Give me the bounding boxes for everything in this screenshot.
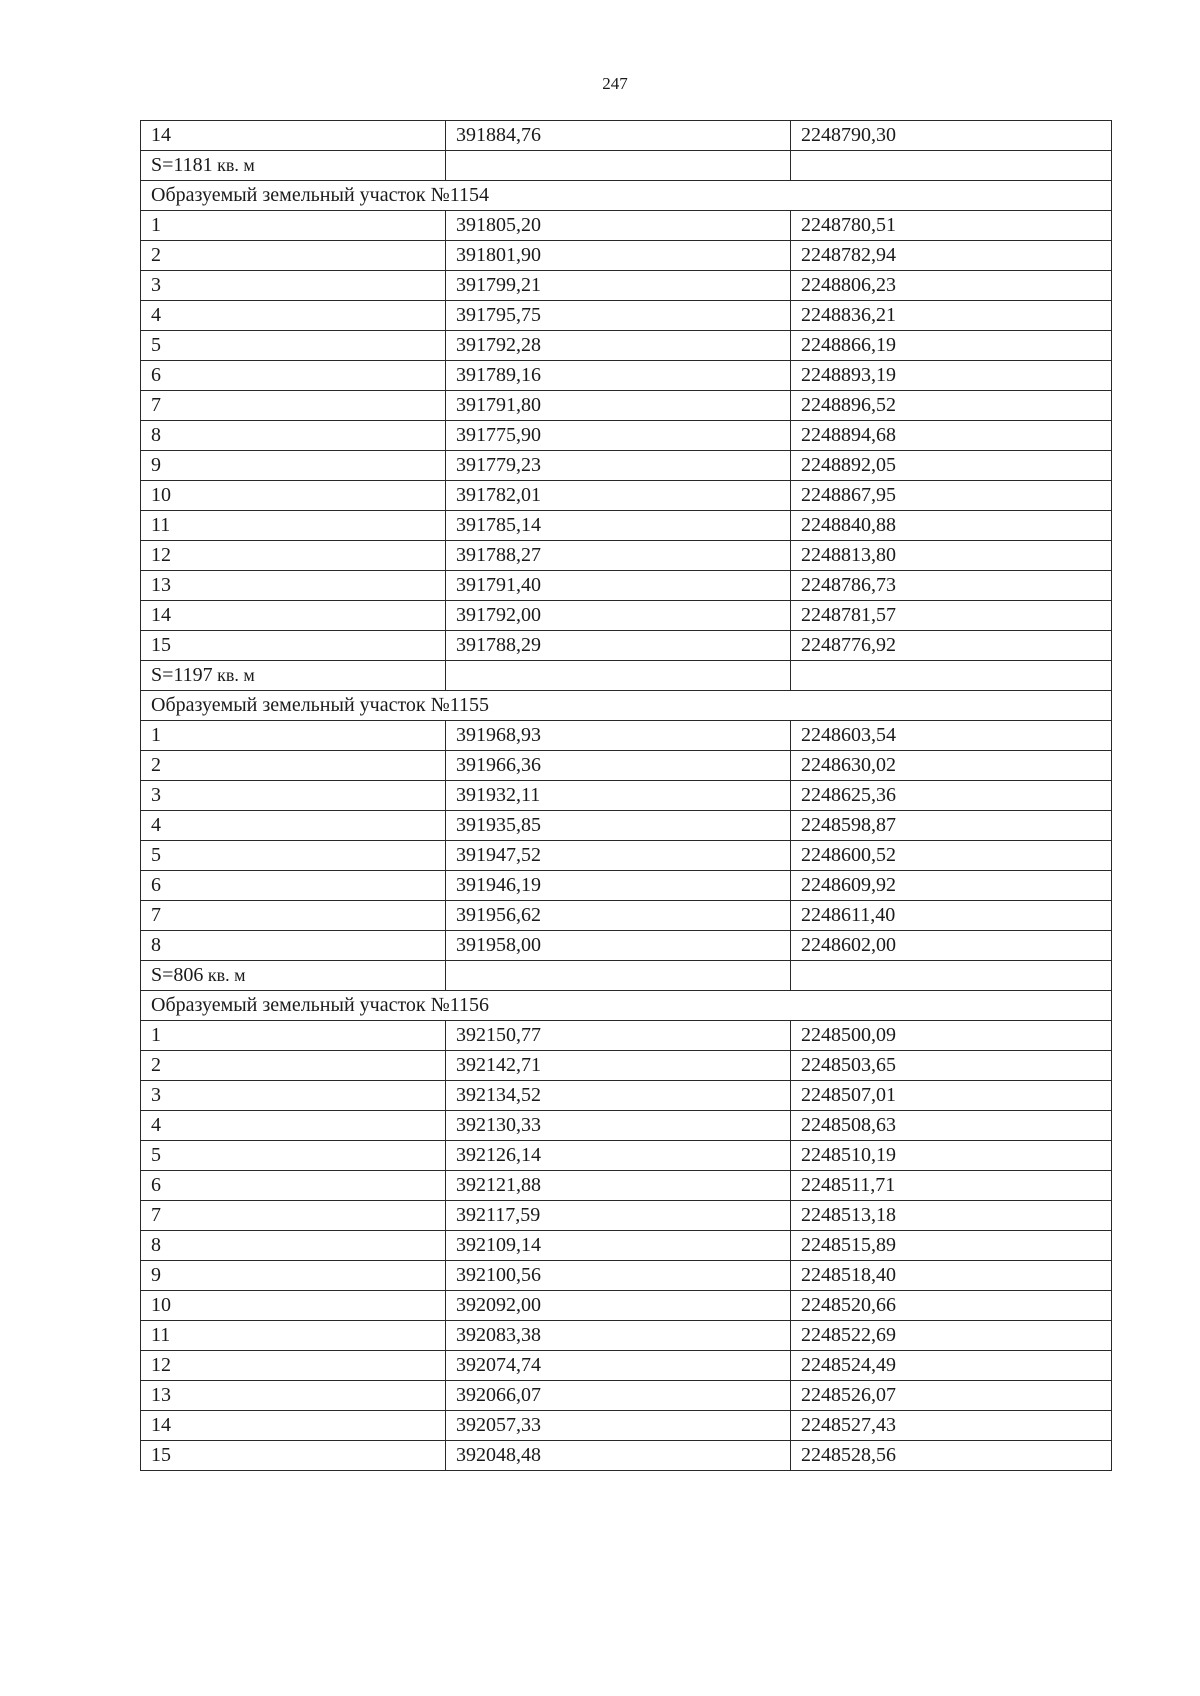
y-coordinate-cell: 2248896,52: [791, 391, 1112, 421]
point-row: [141, 361, 1112, 391]
x-coordinate-cell: 391932,11: [446, 781, 791, 811]
point-row: [141, 631, 1112, 661]
point-number-cell: 7: [141, 1201, 446, 1231]
x-coordinate-cell: 391935,85: [446, 811, 791, 841]
x-coordinate-cell: 392092,00: [446, 1291, 791, 1321]
point-number-cell: 8: [141, 931, 446, 961]
point-number-cell: 10: [141, 1291, 446, 1321]
x-coordinate-cell: 392150,77: [446, 1021, 791, 1051]
parcel-header-row: [141, 691, 1112, 721]
point-number-cell: 13: [141, 1381, 446, 1411]
x-coordinate-cell: 391795,75: [446, 301, 791, 331]
point-number-cell: 11: [141, 1321, 446, 1351]
y-coordinate-cell: 2248630,02: [791, 751, 1112, 781]
coordinates-table: [140, 120, 1112, 1471]
area-row: [141, 151, 1112, 181]
point-row: [141, 931, 1112, 961]
x-coordinate-cell: 391958,00: [446, 931, 791, 961]
point-row: [141, 301, 1112, 331]
y-coordinate-cell: 2248526,07: [791, 1381, 1112, 1411]
empty-cell: [791, 661, 1112, 691]
x-coordinate-cell: 391801,90: [446, 241, 791, 271]
y-coordinate-cell: 2248510,19: [791, 1141, 1112, 1171]
point-row: [141, 1261, 1112, 1291]
point-number-cell: 8: [141, 421, 446, 451]
point-row: [141, 1441, 1112, 1471]
point-row: [141, 571, 1112, 601]
point-row: [141, 811, 1112, 841]
y-coordinate-cell: 2248518,40: [791, 1261, 1112, 1291]
point-number-cell: 2: [141, 241, 446, 271]
x-coordinate-cell: 392100,56: [446, 1261, 791, 1291]
y-coordinate-cell: 2248609,92: [791, 871, 1112, 901]
point-row: [141, 1381, 1112, 1411]
coordinates-table-body: [141, 121, 1112, 1471]
point-number-cell: 4: [141, 811, 446, 841]
x-coordinate-cell: 392121,88: [446, 1171, 791, 1201]
point-row: [141, 871, 1112, 901]
y-coordinate-cell: 2248892,05: [791, 451, 1112, 481]
area-value: S=1197: [151, 664, 213, 686]
area-value: S=806: [151, 964, 204, 986]
parcel-header-row: [141, 991, 1112, 1021]
point-row: [141, 751, 1112, 781]
x-coordinate-cell: 392074,74: [446, 1351, 791, 1381]
point-number-cell: 1: [141, 721, 446, 751]
empty-cell: [446, 961, 791, 991]
y-coordinate-cell: 2248780,51: [791, 211, 1112, 241]
y-coordinate-cell: 2248513,18: [791, 1201, 1112, 1231]
x-coordinate-cell: 391884,76: [446, 121, 791, 151]
y-coordinate-cell: 2248524,49: [791, 1351, 1112, 1381]
area-value: S=1181: [151, 154, 213, 176]
x-coordinate-cell: 392117,59: [446, 1201, 791, 1231]
point-row: [141, 1171, 1112, 1201]
area-cell: [141, 151, 446, 181]
x-coordinate-cell: 391785,14: [446, 511, 791, 541]
x-coordinate-cell: 392109,14: [446, 1231, 791, 1261]
y-coordinate-cell: 2248786,73: [791, 571, 1112, 601]
x-coordinate-cell: 391788,27: [446, 541, 791, 571]
y-coordinate-cell: 2248528,56: [791, 1441, 1112, 1471]
point-row: [141, 1021, 1112, 1051]
x-coordinate-cell: 391791,80: [446, 391, 791, 421]
area-row: [141, 961, 1112, 991]
x-coordinate-cell: 391792,28: [446, 331, 791, 361]
point-number-cell: 9: [141, 1261, 446, 1291]
y-coordinate-cell: 2248866,19: [791, 331, 1112, 361]
y-coordinate-cell: 2248527,43: [791, 1411, 1112, 1441]
y-coordinate-cell: 2248598,87: [791, 811, 1112, 841]
point-number-cell: 6: [141, 361, 446, 391]
point-number-cell: 3: [141, 781, 446, 811]
point-number-cell: 1: [141, 211, 446, 241]
x-coordinate-cell: 392126,14: [446, 1141, 791, 1171]
point-number-cell: 14: [141, 121, 446, 151]
y-coordinate-cell: 2248511,71: [791, 1171, 1112, 1201]
parcel-header-cell: Образуемый земельный участок №1155: [141, 691, 1112, 721]
parcel-header-cell: Образуемый земельный участок №1154: [141, 181, 1112, 211]
y-coordinate-cell: 2248611,40: [791, 901, 1112, 931]
y-coordinate-cell: 2248508,63: [791, 1111, 1112, 1141]
point-row: [141, 1231, 1112, 1261]
point-number-cell: 1: [141, 1021, 446, 1051]
x-coordinate-cell: 392134,52: [446, 1081, 791, 1111]
x-coordinate-cell: 392066,07: [446, 1381, 791, 1411]
point-number-cell: 12: [141, 1351, 446, 1381]
point-number-cell: 4: [141, 1111, 446, 1141]
point-row: [141, 1141, 1112, 1171]
y-coordinate-cell: 2248782,94: [791, 241, 1112, 271]
point-row: [141, 241, 1112, 271]
point-row: [141, 1411, 1112, 1441]
point-number-cell: 5: [141, 1141, 446, 1171]
y-coordinate-cell: 2248503,65: [791, 1051, 1112, 1081]
point-number-cell: 6: [141, 871, 446, 901]
empty-cell: [791, 151, 1112, 181]
empty-cell: [446, 661, 791, 691]
point-row: [141, 601, 1112, 631]
point-row: [141, 121, 1112, 151]
point-number-cell: 9: [141, 451, 446, 481]
x-coordinate-cell: 392083,38: [446, 1321, 791, 1351]
x-coordinate-cell: 392057,33: [446, 1411, 791, 1441]
point-row: [141, 1111, 1112, 1141]
point-number-cell: 15: [141, 1441, 446, 1471]
y-coordinate-cell: 2248776,92: [791, 631, 1112, 661]
area-row: [141, 661, 1112, 691]
x-coordinate-cell: 391782,01: [446, 481, 791, 511]
area-cell: [141, 961, 446, 991]
parcel-header-cell: Образуемый земельный участок №1156: [141, 991, 1112, 1021]
y-coordinate-cell: 2248507,01: [791, 1081, 1112, 1111]
point-row: [141, 1321, 1112, 1351]
point-row: [141, 391, 1112, 421]
point-row: [141, 1351, 1112, 1381]
x-coordinate-cell: 391775,90: [446, 421, 791, 451]
point-row: [141, 481, 1112, 511]
area-unit: кв. м: [203, 965, 246, 985]
x-coordinate-cell: 392142,71: [446, 1051, 791, 1081]
y-coordinate-cell: 2248893,19: [791, 361, 1112, 391]
point-number-cell: 15: [141, 631, 446, 661]
y-coordinate-cell: 2248781,57: [791, 601, 1112, 631]
y-coordinate-cell: 2248600,52: [791, 841, 1112, 871]
y-coordinate-cell: 2248522,69: [791, 1321, 1112, 1351]
point-row: [141, 511, 1112, 541]
point-row: [141, 331, 1112, 361]
point-row: [141, 721, 1112, 751]
point-number-cell: 14: [141, 601, 446, 631]
y-coordinate-cell: 2248625,36: [791, 781, 1112, 811]
x-coordinate-cell: 391805,20: [446, 211, 791, 241]
y-coordinate-cell: 2248520,66: [791, 1291, 1112, 1321]
y-coordinate-cell: 2248813,80: [791, 541, 1112, 571]
point-number-cell: 3: [141, 1081, 446, 1111]
x-coordinate-cell: 391799,21: [446, 271, 791, 301]
point-number-cell: 2: [141, 1051, 446, 1081]
parcel-header-row: [141, 181, 1112, 211]
y-coordinate-cell: 2248836,21: [791, 301, 1112, 331]
point-number-cell: 10: [141, 481, 446, 511]
x-coordinate-cell: 391968,93: [446, 721, 791, 751]
point-row: [141, 271, 1112, 301]
x-coordinate-cell: 391779,23: [446, 451, 791, 481]
y-coordinate-cell: 2248515,89: [791, 1231, 1112, 1261]
point-number-cell: 8: [141, 1231, 446, 1261]
point-row: [141, 421, 1112, 451]
point-number-cell: 5: [141, 841, 446, 871]
y-coordinate-cell: 2248806,23: [791, 271, 1112, 301]
x-coordinate-cell: 391789,16: [446, 361, 791, 391]
point-number-cell: 4: [141, 301, 446, 331]
x-coordinate-cell: 391947,52: [446, 841, 791, 871]
x-coordinate-cell: 391792,00: [446, 601, 791, 631]
y-coordinate-cell: 2248840,88: [791, 511, 1112, 541]
empty-cell: [446, 151, 791, 181]
point-row: [141, 901, 1112, 931]
x-coordinate-cell: 391956,62: [446, 901, 791, 931]
x-coordinate-cell: 391966,36: [446, 751, 791, 781]
point-number-cell: 6: [141, 1171, 446, 1201]
page-number: 247: [602, 74, 628, 93]
point-number-cell: 2: [141, 751, 446, 781]
x-coordinate-cell: 392130,33: [446, 1111, 791, 1141]
x-coordinate-cell: 391791,40: [446, 571, 791, 601]
x-coordinate-cell: 392048,48: [446, 1441, 791, 1471]
point-number-cell: 11: [141, 511, 446, 541]
area-unit: кв. м: [212, 665, 255, 685]
y-coordinate-cell: 2248602,00: [791, 931, 1112, 961]
point-row: [141, 1051, 1112, 1081]
point-row: [141, 1081, 1112, 1111]
point-row: [141, 781, 1112, 811]
point-row: [141, 841, 1112, 871]
y-coordinate-cell: 2248894,68: [791, 421, 1112, 451]
y-coordinate-cell: 2248867,95: [791, 481, 1112, 511]
y-coordinate-cell: 2248790,30: [791, 121, 1112, 151]
point-row: [141, 1291, 1112, 1321]
y-coordinate-cell: 2248603,54: [791, 721, 1112, 751]
point-number-cell: 3: [141, 271, 446, 301]
y-coordinate-cell: 2248500,09: [791, 1021, 1112, 1051]
x-coordinate-cell: 391788,29: [446, 631, 791, 661]
point-number-cell: 14: [141, 1411, 446, 1441]
point-number-cell: 5: [141, 331, 446, 361]
x-coordinate-cell: 391946,19: [446, 871, 791, 901]
area-cell: [141, 661, 446, 691]
point-number-cell: 13: [141, 571, 446, 601]
empty-cell: [791, 961, 1112, 991]
point-number-cell: 7: [141, 901, 446, 931]
point-row: [141, 1201, 1112, 1231]
area-unit: кв. м: [212, 155, 255, 175]
point-row: [141, 541, 1112, 571]
point-row: [141, 451, 1112, 481]
point-row: [141, 211, 1112, 241]
point-number-cell: 12: [141, 541, 446, 571]
point-number-cell: 7: [141, 391, 446, 421]
